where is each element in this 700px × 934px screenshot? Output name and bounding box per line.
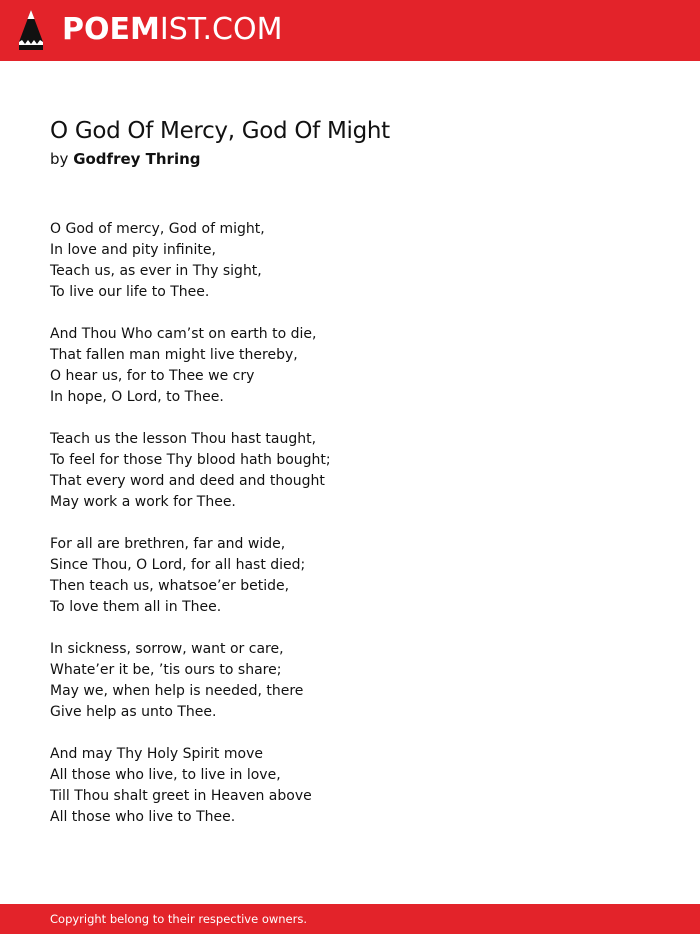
- poem-line: In sickness, sorrow, want or care,: [50, 641, 284, 657]
- poem-line: And Thou Who cam’st on earth to die,: [50, 326, 317, 342]
- poem-line: In love and pity infinite,: [50, 242, 216, 258]
- poem-line: Give help as unto Thee.: [50, 704, 217, 720]
- poem-line: That every word and deed and thought: [50, 473, 325, 489]
- poem-line: Then teach us, whatsoe’er betide,: [50, 578, 290, 594]
- site-logo-link[interactable]: [62, 11, 282, 49]
- stanza: [50, 324, 650, 408]
- poem-line: To love them all in Thee.: [50, 599, 222, 615]
- poem-line: All those who live, to live in love,: [50, 767, 281, 783]
- stanza: [50, 639, 650, 723]
- byline: [50, 149, 201, 169]
- poem-line: To live our life to Thee.: [50, 284, 210, 300]
- logo-text-bold: POEM: [62, 12, 160, 47]
- poem-line: All those who live to Thee.: [50, 809, 236, 825]
- poem-line: O God of mercy, God of might,: [50, 221, 265, 237]
- poem-line: For all are brethren, far and wide,: [50, 536, 286, 552]
- poem-line: Since Thou, O Lord, for all hast died;: [50, 557, 306, 573]
- pencil-logo-icon: [17, 9, 45, 51]
- poem-line: Teach us, as ever in Thy sight,: [50, 263, 262, 279]
- stanza: [50, 429, 650, 513]
- poem-line: And may Thy Holy Spirit move: [50, 746, 263, 762]
- copyright-text: Copyright belong to their respective owners.: [50, 912, 308, 926]
- poem-title: O God Of Mercy, God Of Might: [50, 118, 390, 144]
- stanza: [50, 534, 650, 618]
- footer-bar: [0, 904, 700, 934]
- poem-line: In hope, O Lord, to Thee.: [50, 389, 224, 405]
- stanza: [50, 744, 650, 828]
- poem-line: May we, when help is needed, there: [50, 683, 304, 699]
- poem-line: Teach us the lesson Thou hast taught,: [50, 431, 317, 447]
- poem-line: That fallen man might live thereby,: [50, 347, 298, 363]
- poem-line: To feel for those Thy blood hath bought;: [50, 452, 331, 468]
- logo-text-light: IST.COM: [159, 12, 283, 47]
- poem-line: Till Thou shalt greet in Heaven above: [50, 788, 312, 804]
- by-label: by: [50, 150, 69, 168]
- poem-line: O hear us, for to Thee we cry: [50, 368, 255, 384]
- poem-body: [50, 219, 650, 849]
- poem-line: May work a work for Thee.: [50, 494, 236, 510]
- stanza: [50, 219, 650, 303]
- poem-line: Whate’er it be, ’tis ours to share;: [50, 662, 282, 678]
- header-bar: [0, 0, 700, 61]
- author-name: Godfrey Thring: [73, 150, 201, 168]
